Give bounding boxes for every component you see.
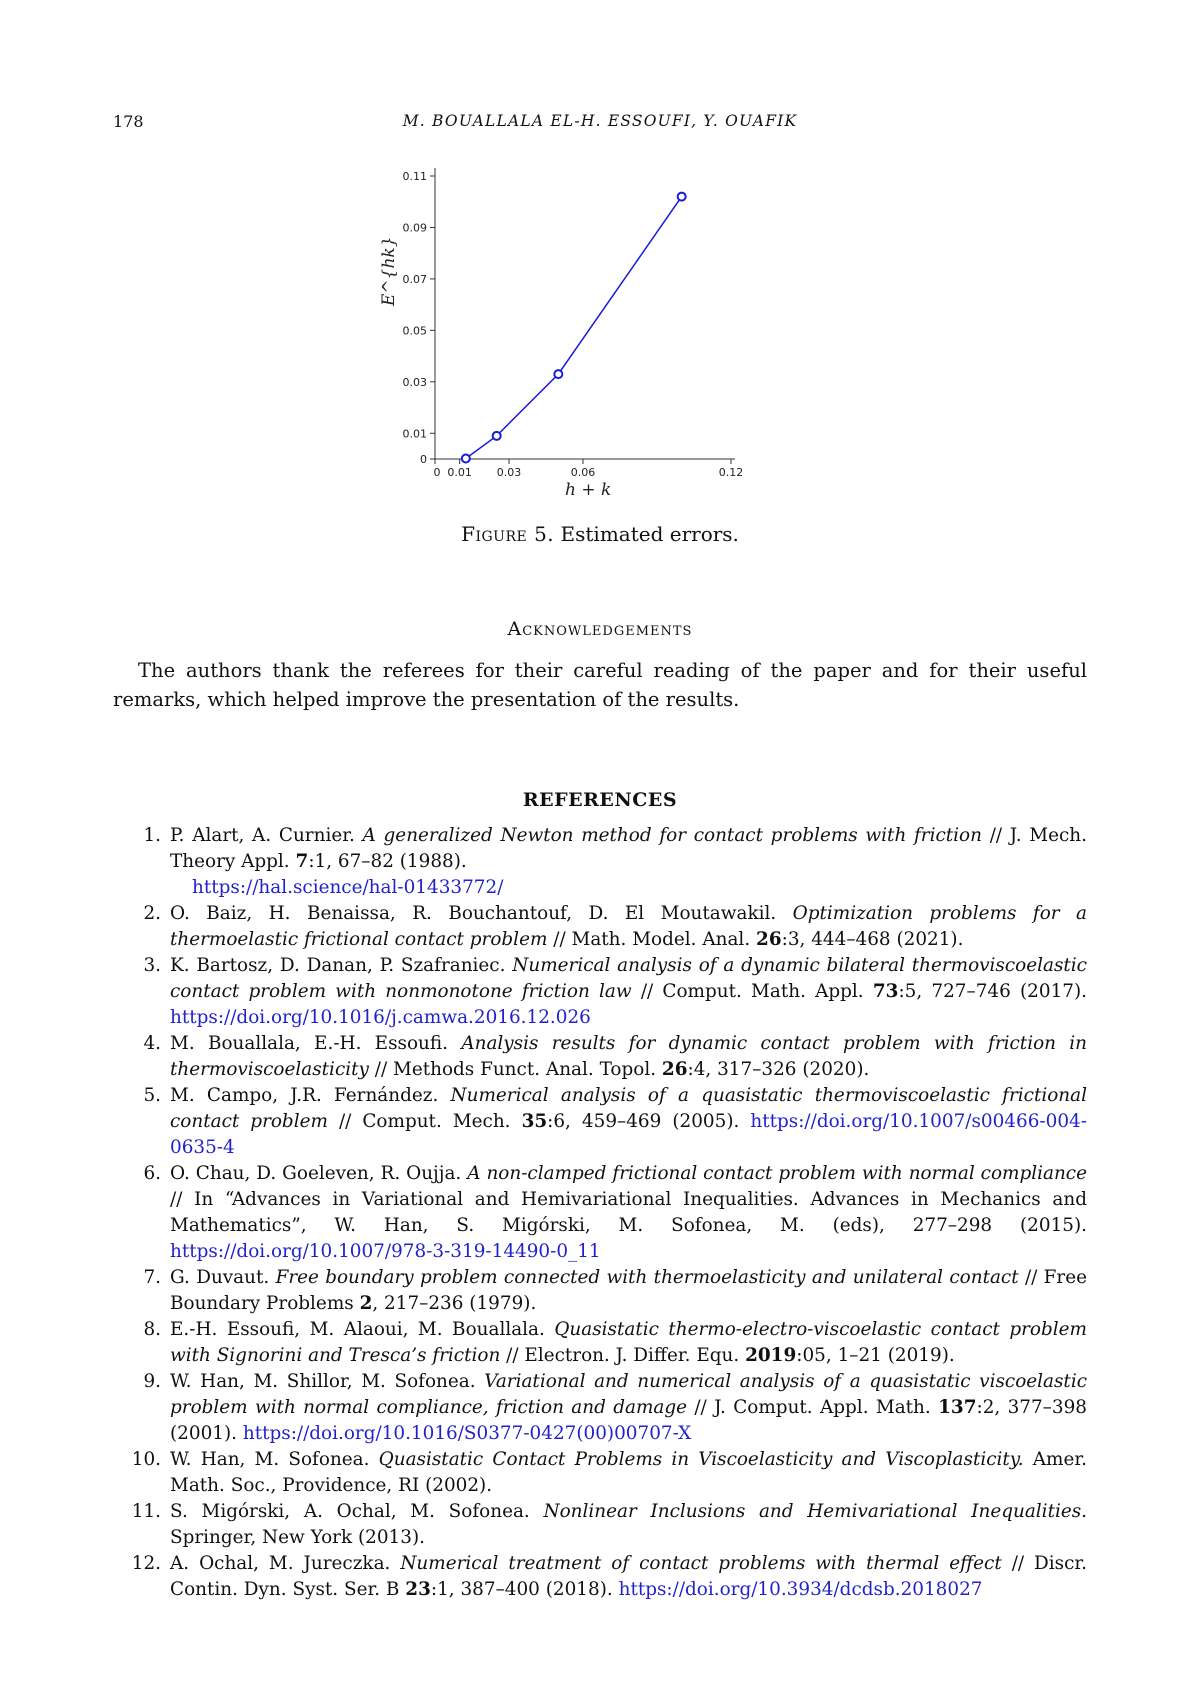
reference-authors: W. Han, M. Sofonea. (170, 1449, 370, 1470)
reference-volume: 23 (405, 1579, 431, 1600)
reference-item (113, 823, 1087, 901)
reference-item (113, 901, 1087, 953)
running-title: M. BOUALLALA EL-H. ESSOUFI, Y. OUAFIK (402, 112, 798, 130)
y-tick-label: 0.05 (402, 324, 427, 338)
reference-item (113, 1551, 1087, 1603)
reference-title: Numerical analysis of a dynamic bilateral thermoviscoelastic contact problem with nonmonotone friction law (170, 955, 1087, 1002)
y-axis-label: E^{hk} (379, 236, 399, 306)
reference-journal: // Discr. Contin. Dyn. Syst. Ser. B (170, 1553, 1088, 1600)
reference-number: 4. (143, 1033, 161, 1054)
reference-item (113, 953, 1087, 1031)
reference-journal: // Methods Funct. Anal. Topol. (374, 1059, 657, 1080)
x-tick-label: 0.12 (718, 466, 744, 479)
reference-title: Variational and numerical analysis of a quasistatic viscoelastic problem with normal compliance, friction and damage (170, 1371, 1088, 1418)
figure-caption (0, 522, 1200, 546)
caption-text: Estimated errors. (560, 522, 739, 546)
series-line (466, 197, 682, 459)
figure-5 (379, 168, 820, 508)
reference-number: 1. (143, 825, 161, 846)
y-tick-label: 0 (420, 453, 427, 466)
acknowledgements-text: The authors thank the referees for their careful reading of the paper and for their useful remarks, which helped improve the presentation of the results. (113, 659, 1087, 711)
reference-journal: Springer, New York (2013). (170, 1527, 425, 1548)
reference-number: 8. (143, 1319, 161, 1340)
reference-title: Numerical analysis of a quasistatic thermoviscoelastic frictional contact problem (170, 1085, 1087, 1132)
reference-title: Free boundary problem connected with thermoelasticity and unilateral contact (275, 1267, 1019, 1288)
reference-pages: :2, 377–398 (2001). (170, 1397, 1087, 1444)
reference-number: 11. (131, 1501, 161, 1522)
reference-item (113, 1031, 1087, 1083)
reference-journal: // Comput. Math. Appl. (640, 981, 864, 1002)
reference-title: A non-clamped frictional contact problem with normal compliance (467, 1163, 1087, 1184)
reference-pages: :6, 459–469 (2005). (547, 1111, 740, 1132)
reference-title: A generalized Newton method for contact problems with friction (362, 825, 982, 846)
reference-title: Optimization problems for a thermoelastic frictional contact problem (170, 903, 1087, 950)
reference-journal: // J. Mech. Theory Appl. (170, 825, 1087, 872)
reference-item (113, 1265, 1087, 1317)
reference-link[interactable]: https://doi.org/10.1016/S0377-0427(00)00707-X (242, 1423, 692, 1444)
reference-pages: :3, 444–468 (2021). (781, 929, 964, 950)
reference-title: Analysis results for dynamic contact problem with friction in thermoviscoelasticity (170, 1033, 1087, 1080)
reference-item (113, 1317, 1087, 1369)
reference-number: 6. (143, 1163, 161, 1184)
reference-volume: 7 (295, 851, 309, 872)
x-tick-label: 0.03 (496, 466, 522, 479)
reference-authors: M. Bouallala, E.-H. Essoufi. (170, 1033, 449, 1054)
reference-number: 3. (143, 955, 161, 976)
y-tick-label: 0.03 (402, 375, 427, 389)
y-tick-label: 0.11 (402, 170, 427, 183)
y-tick-label: 0.01 (402, 427, 427, 441)
x-axis-label: h + k (565, 480, 612, 500)
reference-authors: O. Baiz, H. Benaissa, R. Bouchantouf, D. El Moutawakil. (170, 903, 777, 924)
reference-volume: 73 (872, 981, 899, 1002)
reference-number: 12. (131, 1553, 161, 1574)
reference-item (113, 1083, 1087, 1161)
page-header (113, 112, 1087, 138)
reference-item (113, 1499, 1087, 1551)
x-tick-label: 0 (433, 466, 441, 479)
reference-number: 2. (143, 903, 161, 924)
reference-item (113, 1369, 1087, 1447)
reference-title: Nonlinear Inclusions and Hemivariational Inequalities. (543, 1501, 1088, 1522)
data-point (493, 432, 501, 440)
data-point (554, 370, 562, 378)
reference-volume: 26 (661, 1059, 688, 1080)
reference-title: Quasistatic Contact Problems in Viscoelasticity and Viscoplasticity. (378, 1449, 1024, 1470)
y-tick-label: 0.09 (402, 221, 427, 235)
page-number: 178 (113, 112, 144, 131)
data-point (678, 193, 686, 201)
reference-list (113, 823, 1087, 1603)
reference-authors: P. Alart, A. Curnier. (170, 825, 355, 846)
reference-pages: :1, 387–400 (2018). (430, 1579, 613, 1600)
reference-link[interactable]: https://doi.org/10.3934/dcdsb.2018027 (618, 1579, 983, 1600)
caption-label: Figure 5. (461, 522, 555, 546)
acknowledgements-title: Acknowledgements (507, 618, 693, 640)
error-chart (379, 168, 820, 508)
reference-authors: O. Chau, D. Goeleven, R. Oujja. (170, 1163, 462, 1184)
reference-volume: 2019 (745, 1345, 797, 1366)
reference-pages: :4, 317–326 (2020). (687, 1059, 870, 1080)
reference-volume: 26 (756, 929, 782, 950)
reference-volume: 35 (521, 1111, 548, 1132)
reference-journal: // J. Comput. Appl. Math. (694, 1397, 931, 1418)
reference-authors: W. Han, M. Shillor, M. Sofonea. (170, 1371, 476, 1392)
references-title: REFERENCES (522, 789, 678, 811)
reference-authors: A. Ochal, M. Jureczka. (170, 1553, 391, 1574)
reference-authors: G. Duvaut. (170, 1267, 270, 1288)
x-tick-label: 0.06 (570, 466, 596, 479)
data-point (462, 454, 470, 462)
reference-journal: // Comput. Mech. (338, 1111, 511, 1132)
reference-pages: :5, 727–746 (2017). (898, 981, 1087, 1002)
reference-number: 9. (143, 1371, 161, 1392)
reference-item (113, 1447, 1087, 1499)
reference-volume: 2 (359, 1293, 373, 1314)
reference-title: Quasistatic thermo-electro-viscoelastic contact problem with Signorini and Tresca’s friction (170, 1319, 1087, 1366)
reference-journal: Amer. Math. Soc., Providence, RI (2002). (170, 1449, 1087, 1496)
reference-number: 7. (143, 1267, 161, 1288)
reference-pages: , 217–236 (1979). (372, 1293, 537, 1314)
y-tick-label: 0.07 (402, 272, 427, 286)
x-tick-label: 0.01 (447, 466, 472, 479)
reference-authors: K. Bartosz, D. Danan, P. Szafraniec. (170, 955, 506, 976)
reference-authors: S. Migórski, A. Ochal, M. Sofonea. (170, 1501, 530, 1522)
reference-title: Numerical treatment of contact problems with thermal effect (400, 1553, 1002, 1574)
reference-link[interactable]: https://hal.science/hal-01433772/ (192, 877, 504, 898)
reference-volume: 137 (938, 1397, 977, 1418)
reference-item (113, 1161, 1087, 1265)
reference-authors: M. Campo, J.R. Fernández. (170, 1085, 439, 1106)
reference-authors: E.-H. Essoufi, M. Alaoui, M. Bouallala. (170, 1319, 545, 1340)
reference-link[interactable]: https://doi.org/10.1007/s00466-004-0635-4 (170, 1111, 1087, 1158)
reference-journal: // Free Boundary Problems (170, 1267, 1087, 1314)
reference-link[interactable]: https://doi.org/10.1016/j.camwa.2016.12.026 (170, 1007, 591, 1028)
reference-journal: // Electron. J. Differ. Equ. (506, 1345, 740, 1366)
reference-number: 5. (143, 1085, 161, 1106)
reference-journal: // In “Advances in Variational and Hemivariational Inequalities. Advances in Mechanics and Mathematics”, W. Han, S. Migórski, M. Sofonea, M. (eds), 277–298 (2015). (170, 1189, 1087, 1236)
reference-pages: :1, 67–82 (1988). (308, 851, 467, 872)
reference-number: 10. (131, 1449, 161, 1470)
reference-pages: :05, 1–21 (2019). (796, 1345, 955, 1366)
reference-link[interactable]: https://doi.org/10.1007/978-3-319-14490-0_11 (170, 1241, 601, 1262)
reference-journal: // Math. Model. Anal. (553, 929, 751, 950)
